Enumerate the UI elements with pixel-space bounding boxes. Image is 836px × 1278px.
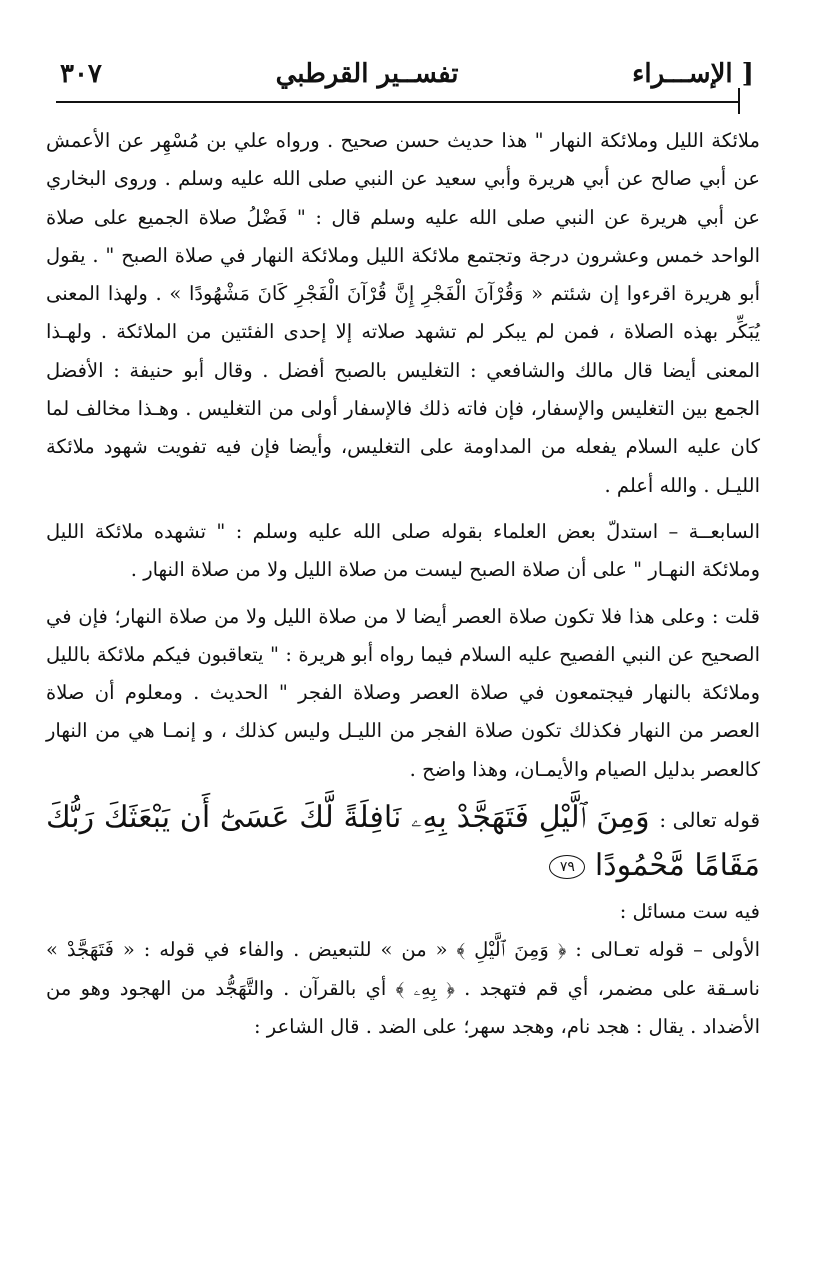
- page-number: ٣٠٧: [60, 59, 102, 89]
- running-header: [60, 48, 754, 100]
- paragraph-seventh-issue: السابعــة – استدلّ بعض العلماء بقوله صلى الله عليه وسلم : " تشهده ملائكة الليل وملائكة النهـار " على أن صلاة الصبح ليست من صلاة الليل ولا من صلاة النهار .: [46, 519, 760, 582]
- chapter-title: الإســـراء ]: [632, 59, 754, 89]
- verse-text: وَمِنَ ٱلَّيْلِ فَتَهَجَّدْ بِهِۦ نَافِلَةً لَّكَ عَسَىٰٓ أَن يَبْعَثَكَ رَبُّكَ مَقَامًا مَّحْمُودًا: [46, 800, 760, 884]
- paragraph-first-issue: الأولى – قوله تعـالى : ﴿ وَمِنَ ٱلَّيْلِ ﴾ « من » للتبعيض . والفاء في قوله : « فَتَهَجَّدْ » ناسـقة على مضمر، أي قم فتهجد . ﴿ بِهِۦ ﴾ أي بالقرآن . والتَّهَجُّد من الهجود وهو من الأضداد . يقال : هجد نام، وهجد سهر؛ على الضد . قال الشاعر :: [46, 938, 760, 1038]
- book-title: تفســير القرطبي: [275, 59, 459, 89]
- paragraph-hadith: ملائكة الليل وملائكة النهار " هذا حديث حسن صحيح . ورواه علي بن مُسْهِر عن الأعمش عن أبي صالح عن أبي هريرة وأبي سعيد عن النبي صلى الله عليه وسلم . وروى البخاري عن أبي هريرة عن النبي صلى الله عليه وسلم قال : " فَضْلُ صلاة الجميع على صلاة الواحد خمس وعشرون درجة وتجتمع ملائكة الليل وملائكة النهار في صلاة الصبح " . يقول أبو هريرة اقرءوا إن شئتم « وَقُرْآنَ الْفَجْرِ إِنَّ قُرْآنَ الْفَجْرِ كَانَ مَشْهُودًا » . ولهذا المعنى يُبَكِّر بهذه الصلاة ، فمن لم يبكر لم تشهد صلاته إلا إحدى الفئتين من الملائكة . ولهـذا المعنى أيضا قال مالك والشافعي : التغليس بالصبح أفضل . وقال أبو حنيفة : الأفضل الجمع بين التغليس والإسفار، فإن فاته ذلك فالإسفار أولى من التغليس . وهـذا مخالف لما كان عليه السلام يفعله من المداومة على التغليس، وأيضا فإن فيه تفويت شهود ملائكة الليـل . والله أعلم .: [46, 129, 760, 497]
- verse-intro: قوله تعالى :: [659, 808, 761, 833]
- body-text: [46, 122, 760, 1046]
- issues-count: فيه ست مسائل :: [619, 900, 760, 924]
- header-rule: [56, 101, 740, 103]
- verse-number-marker: ٧٩: [549, 855, 585, 879]
- quran-verse: [46, 795, 760, 889]
- paragraph-qultu: قلت : وعلى هذا فلا تكون صلاة العصر أيضا لا من صلاة الليل ولا من صلاة النهار؛ فإن في الصحيح عن النبي الفصيح عليه السلام فيما رواه أبو هريرة : " يتعاقبون فيكم ملائكة بالليل وملائكة بالنهار فيجتمعون في صلاة العصر وصلاة الفجر " الحديث . ومعلوم أن صلاة العصر من النهار فكذلك تكون صلاة الفجر من الليـل وليس كذلك ، و إنمـا هي من النهار كالعصر بدليل الصيام والأيمـان، وهذا واضح .: [46, 604, 760, 781]
- header-rule-tick: [738, 88, 740, 114]
